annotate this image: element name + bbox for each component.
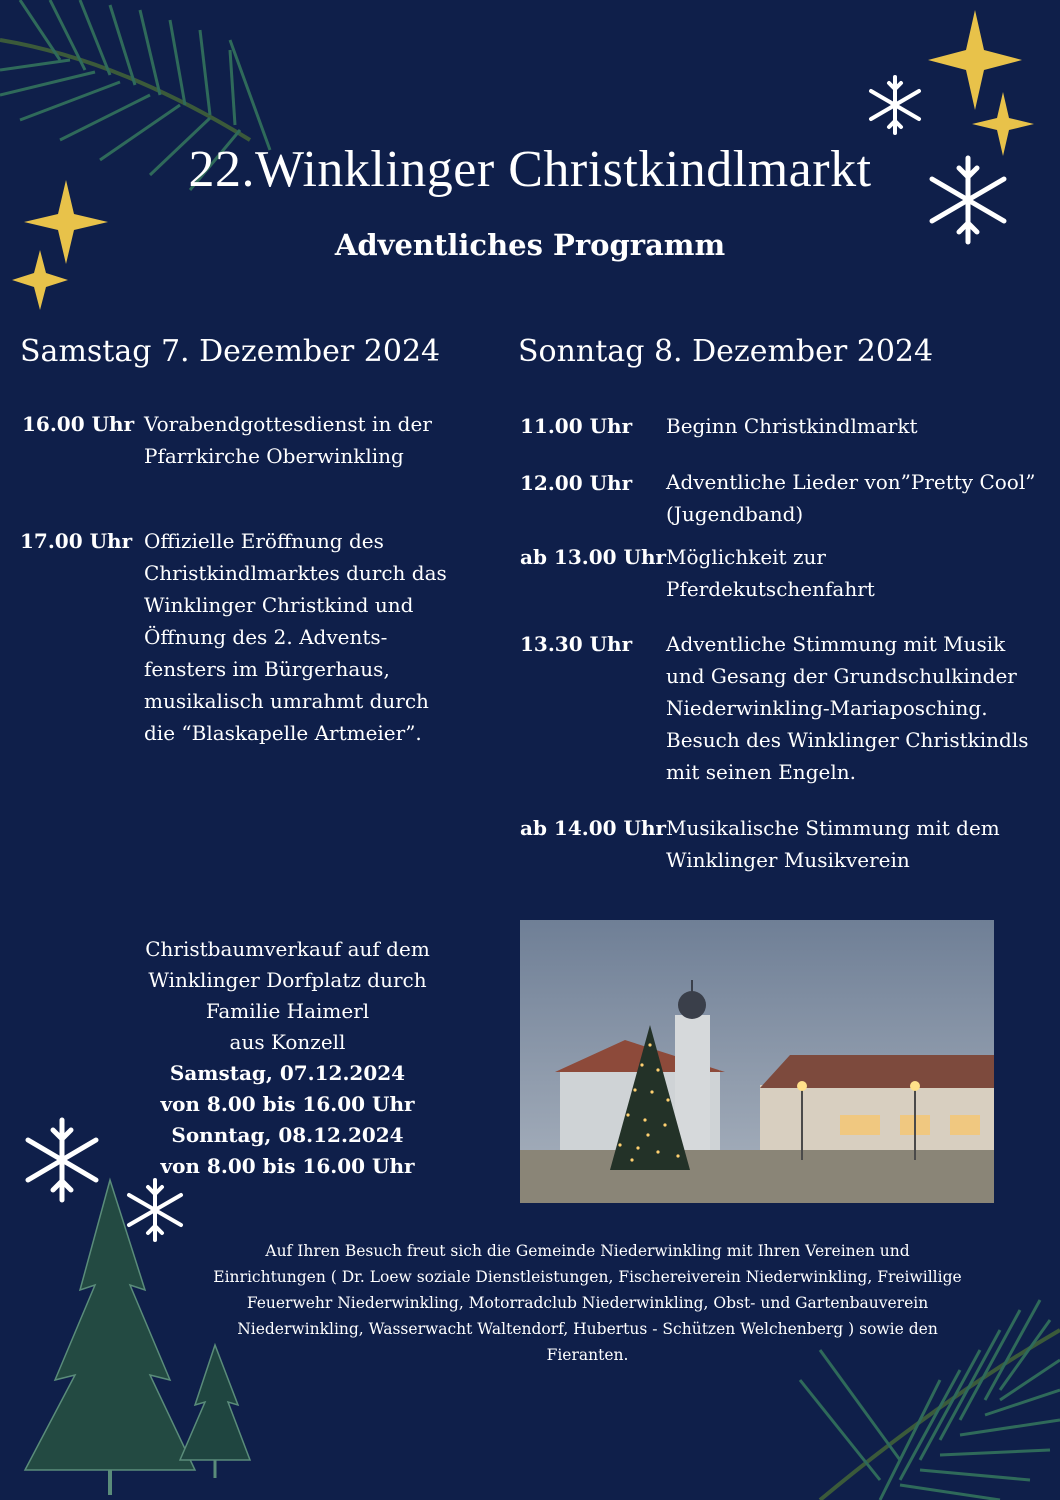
footer-line: Niederwinkling, Wasserwacht Waltendorf, Hubertus - Schützen Welchenberg ) sowie den: [237, 1320, 938, 1338]
event-time: 16.00 Uhr: [22, 412, 135, 436]
tree-sale-hours: von 8.00 bis 16.00 Uhr: [160, 1092, 415, 1116]
event-line: mit seinen Engeln.: [666, 760, 856, 784]
star-icon: [928, 10, 1022, 110]
event-time: 13.30 Uhr: [520, 632, 633, 656]
page-title: 22.Winklinger Christkindlmarkt: [188, 141, 872, 198]
event-time: 12.00 Uhr: [520, 471, 633, 495]
event-line: Christkindlmarktes durch das: [144, 561, 447, 585]
saturday-heading: Samstag 7. Dezember 2024: [20, 334, 441, 369]
event-time: ab 14.00 Uhr: [520, 816, 667, 840]
event-time: ab 13.00 Uhr: [520, 545, 667, 569]
tree-sale-hours: von 8.00 bis 16.00 Uhr: [160, 1154, 415, 1178]
tree-sale-line: aus Konzell: [229, 1030, 346, 1054]
event-description: [666, 466, 1035, 530]
event-description: [666, 628, 1029, 788]
event-line: Niederwinkling-Mariaposching.: [666, 696, 988, 720]
event-line: Musikalische Stimmung mit dem: [666, 816, 1000, 840]
event-line: Adventliche Stimmung mit Musik: [666, 632, 1006, 656]
event-line: die “Blaskapelle Artmeier”.: [144, 721, 422, 745]
event-description: [144, 408, 432, 472]
tree-sale-line: Christbaumverkauf auf dem: [145, 937, 430, 961]
event-description: [666, 410, 918, 442]
tree-sale-date: Samstag, 07.12.2024: [169, 1061, 406, 1085]
event-line: Pfarrkirche Oberwinkling: [144, 444, 404, 468]
snowflake-icon: [28, 1120, 96, 1200]
event-line: Möglichkeit zur: [666, 545, 826, 569]
event-line: und Gesang der Grundschulkinder: [666, 664, 1017, 688]
event-line: (Jugendband): [666, 502, 804, 526]
event-line: Besuch des Winklinger Christkindls: [666, 728, 1029, 752]
event-description: [666, 541, 875, 605]
village-square-photo: [520, 920, 994, 1203]
snowflake-icon: [871, 77, 919, 133]
event-line: Öffnung des 2. Advents-: [144, 625, 388, 649]
event-time: 11.00 Uhr: [520, 414, 633, 438]
event-line: fensters im Bürgerhaus,: [144, 657, 390, 681]
snowflake-icon: [129, 1180, 181, 1240]
event-line: Vorabendgottesdienst in der: [144, 412, 432, 436]
tree-sale-line: Winklinger Dorfplatz durch: [148, 968, 427, 992]
sunday-heading: Sonntag 8. Dezember 2024: [518, 334, 934, 369]
event-line: Pferdekutschenfahrt: [666, 577, 875, 601]
footer-line: Feuerwehr Niederwinkling, Motorradclub Niederwinkling, Obst- und Gartenbauverein: [246, 1294, 929, 1312]
tree-sale-date: Sonntag, 08.12.2024: [171, 1123, 404, 1147]
event-line: Adventliche Lieder von”Pretty Cool”: [666, 470, 1036, 494]
footer-line: Fieranten.: [546, 1346, 629, 1364]
event-line: Winklinger Christkind und: [144, 593, 414, 617]
page-subtitle: Adventliches Programm: [334, 228, 726, 262]
event-line: musikalisch umrahmt durch: [144, 689, 429, 713]
tree-sale-line: Familie Haimerl: [205, 999, 370, 1023]
event-description: [666, 812, 1000, 876]
footer-line: Einrichtungen ( Dr. Loew soziale Dienstleistungen, Fischereiverein Niederwinkling, Freiwillige: [213, 1268, 962, 1286]
event-line: Beginn Christkindlmarkt: [666, 414, 918, 438]
footer-text: [170, 1238, 1005, 1368]
event-description: [144, 525, 447, 749]
tree-sale-info: [140, 934, 435, 1182]
footer-line: Auf Ihren Besuch freut sich die Gemeinde Niederwinkling mit Ihren Vereinen und: [265, 1242, 910, 1260]
event-line: Winklinger Musikverein: [666, 848, 910, 872]
event-time: 17.00 Uhr: [20, 529, 133, 553]
event-line: Offizielle Eröffnung des: [144, 529, 384, 553]
